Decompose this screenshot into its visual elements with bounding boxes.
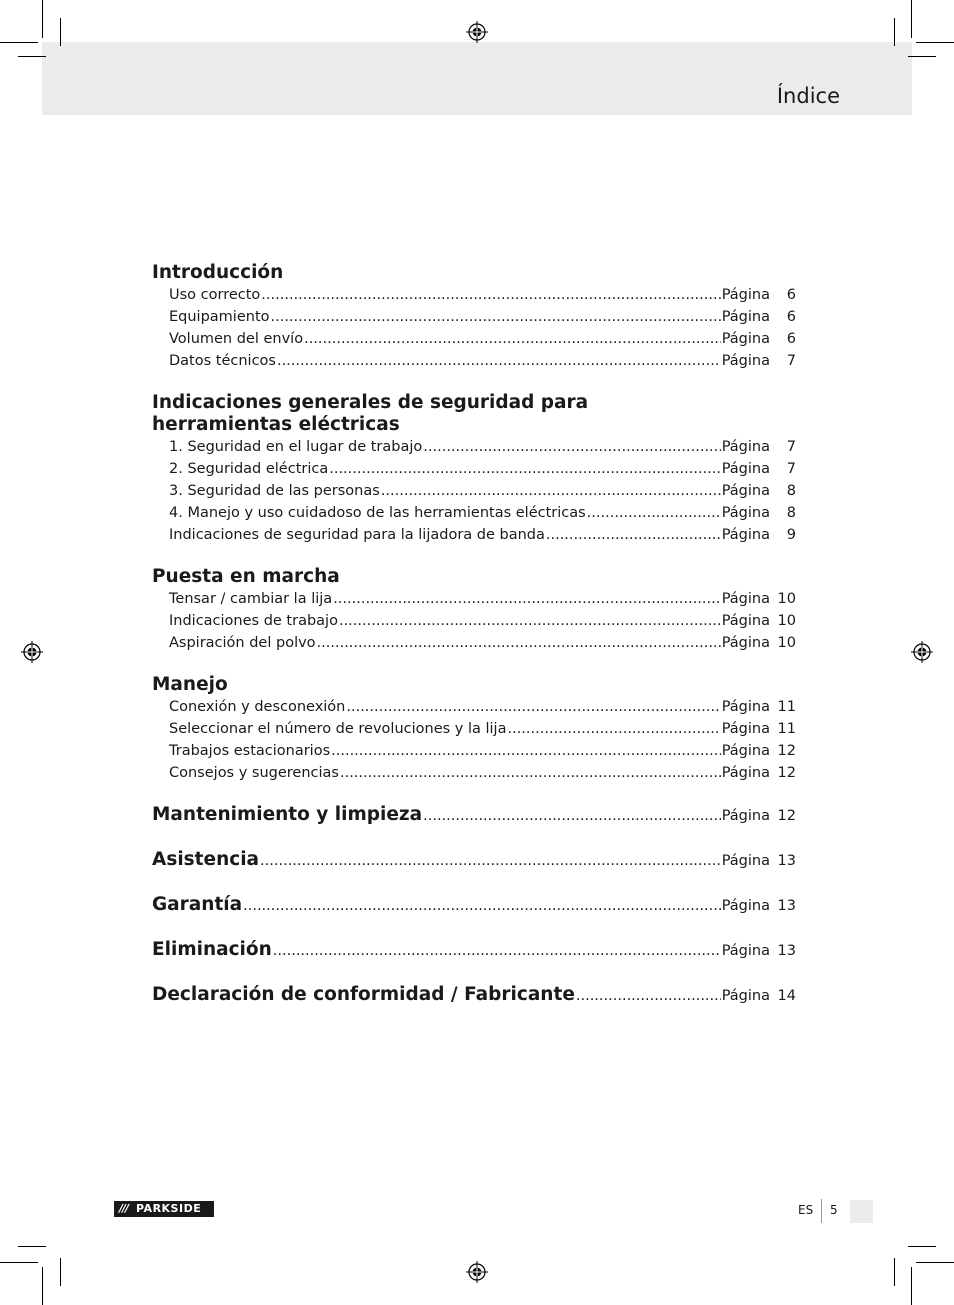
page-number: 5 bbox=[830, 1203, 838, 1217]
footer-tab-box bbox=[850, 1200, 873, 1223]
toc-section-title: Indicaciones generales de seguridad para bbox=[152, 392, 589, 413]
toc-entry[interactable] bbox=[152, 524, 796, 546]
toc-entry[interactable] bbox=[152, 718, 796, 740]
toc-entry[interactable] bbox=[152, 284, 796, 306]
toc-entry-label: Datos técnicos bbox=[169, 353, 276, 369]
toc-page-number: 10 bbox=[777, 613, 796, 629]
toc-section-puesta-en-marcha bbox=[152, 566, 796, 654]
toc-entry-label: Trabajos estacionarios bbox=[169, 743, 331, 759]
toc-page-word: Página bbox=[721, 613, 770, 629]
toc-leader bbox=[423, 805, 721, 827]
toc-entry[interactable] bbox=[152, 306, 796, 328]
toc-entry[interactable] bbox=[152, 480, 796, 502]
toc-entry-label: Tensar / cambiar la lija bbox=[169, 591, 333, 607]
table-of-contents bbox=[152, 262, 796, 1007]
toc-entry[interactable] bbox=[152, 632, 796, 654]
toc-leader bbox=[423, 436, 720, 458]
logo-text: PARKSIDE bbox=[136, 1202, 202, 1215]
toc-page-word: Página bbox=[721, 331, 770, 347]
toc-leader bbox=[331, 740, 721, 762]
toc-leader bbox=[333, 588, 721, 610]
toc-page-word: Página bbox=[721, 439, 770, 455]
registration-mark-icon bbox=[21, 641, 43, 663]
toc-leader bbox=[381, 480, 721, 502]
toc-page-word: Página bbox=[721, 765, 770, 781]
toc-main-entry-label: Asistencia bbox=[152, 849, 260, 870]
toc-entry[interactable] bbox=[152, 610, 796, 632]
toc-section-title: Puesta en marcha bbox=[152, 566, 340, 587]
toc-page-number: 6 bbox=[786, 309, 796, 325]
toc-entry[interactable] bbox=[152, 436, 796, 458]
logo-slashes: /// bbox=[119, 1202, 129, 1215]
toc-page-number: 13 bbox=[777, 853, 796, 869]
toc-page-number: 10 bbox=[777, 635, 796, 651]
toc-page-number: 13 bbox=[777, 898, 796, 914]
toc-leader bbox=[346, 696, 720, 718]
toc-section-introduccion bbox=[152, 262, 796, 372]
toc-page-word: Página bbox=[721, 505, 770, 521]
registration-mark-icon bbox=[911, 641, 933, 663]
toc-section-title: Manejo bbox=[152, 674, 228, 695]
toc-main-entry-label: Garantía bbox=[152, 894, 243, 915]
toc-entry-label: Seleccionar el número de revoluciones y la lija bbox=[169, 721, 507, 737]
toc-entry-label: Indicaciones de trabajo bbox=[169, 613, 338, 629]
toc-main-entry[interactable] bbox=[152, 894, 796, 917]
toc-entry[interactable] bbox=[152, 588, 796, 610]
toc-main-entry[interactable] bbox=[152, 804, 796, 827]
toc-page-word: Página bbox=[721, 527, 770, 543]
toc-entry-label: 3. Seguridad de las personas bbox=[169, 483, 380, 499]
toc-leader bbox=[271, 306, 721, 328]
toc-page-word: Página bbox=[721, 988, 770, 1004]
toc-section-seguridad bbox=[152, 392, 796, 546]
toc-page-word: Página bbox=[721, 287, 770, 303]
toc-page-word: Página bbox=[721, 808, 770, 824]
toc-page-word: Página bbox=[721, 943, 770, 959]
page-title: Índice bbox=[776, 84, 840, 108]
toc-leader bbox=[273, 940, 721, 962]
toc-main-entry[interactable] bbox=[152, 939, 796, 962]
toc-page-number: 8 bbox=[786, 505, 796, 521]
toc-entry[interactable] bbox=[152, 350, 796, 372]
toc-main-entry-label: Eliminación bbox=[152, 939, 272, 960]
toc-entry[interactable] bbox=[152, 696, 796, 718]
toc-page-number: 14 bbox=[777, 988, 796, 1004]
toc-page-number: 10 bbox=[777, 591, 796, 607]
toc-page-number: 11 bbox=[777, 699, 796, 715]
toc-page-word: Página bbox=[721, 461, 770, 477]
toc-leader bbox=[507, 718, 720, 740]
toc-page-number: 7 bbox=[786, 439, 796, 455]
toc-section-title-line2: herramientas eléctricas bbox=[152, 414, 400, 435]
toc-page-number: 7 bbox=[786, 461, 796, 477]
toc-entry-label: Equipamiento bbox=[169, 309, 270, 325]
toc-entry[interactable] bbox=[152, 458, 796, 480]
toc-entry-label: 2. Seguridad eléctrica bbox=[169, 461, 329, 477]
toc-entry-label: Consejos y sugerencias bbox=[169, 765, 339, 781]
toc-entry-label: Uso correcto bbox=[169, 287, 261, 303]
toc-page-number: 7 bbox=[786, 353, 796, 369]
toc-page-number: 12 bbox=[777, 765, 796, 781]
toc-section-title: Introducción bbox=[152, 262, 284, 283]
toc-page-word: Página bbox=[721, 699, 770, 715]
toc-section-manejo bbox=[152, 674, 796, 784]
toc-entry-label: Volumen del envío bbox=[169, 331, 304, 347]
toc-entry[interactable] bbox=[152, 740, 796, 762]
toc-entry[interactable] bbox=[152, 328, 796, 350]
toc-page-number: 11 bbox=[777, 721, 796, 737]
toc-leader bbox=[329, 458, 720, 480]
toc-main-entry-label: Declaración de conformidad / Fabricante bbox=[152, 984, 575, 1005]
toc-leader bbox=[340, 762, 721, 784]
toc-page-number: 13 bbox=[777, 943, 796, 959]
toc-entry-label: 1. Seguridad en el lugar de trabajo bbox=[169, 439, 423, 455]
toc-leader bbox=[339, 610, 721, 632]
toc-leader bbox=[546, 524, 721, 546]
toc-leader bbox=[260, 850, 721, 872]
toc-leader bbox=[576, 985, 721, 1007]
language-code: ES bbox=[798, 1203, 814, 1217]
toc-entry-label: Aspiración del polvo bbox=[169, 635, 316, 651]
toc-entry-label: 4. Manejo y uso cuidadoso de las herramientas eléctricas bbox=[169, 505, 586, 521]
toc-page-number: 6 bbox=[786, 331, 796, 347]
toc-entry[interactable] bbox=[152, 502, 796, 524]
toc-main-entry[interactable] bbox=[152, 984, 796, 1007]
toc-page-number: 6 bbox=[786, 287, 796, 303]
toc-page-word: Página bbox=[721, 591, 770, 607]
toc-page-number: 12 bbox=[777, 743, 796, 759]
toc-entry-label: Indicaciones de seguridad para la lijadora de banda bbox=[169, 527, 545, 543]
toc-entry-label: Conexión y desconexión bbox=[169, 699, 346, 715]
toc-entry[interactable] bbox=[152, 762, 796, 784]
toc-page-word: Página bbox=[721, 721, 770, 737]
registration-mark-icon bbox=[466, 21, 488, 43]
toc-leader bbox=[317, 632, 721, 654]
toc-page-word: Página bbox=[721, 353, 770, 369]
toc-page-word: Página bbox=[721, 898, 770, 914]
toc-leader bbox=[587, 502, 721, 524]
toc-leader bbox=[261, 284, 720, 306]
parkside-logo bbox=[114, 1201, 214, 1217]
toc-main-entry[interactable] bbox=[152, 849, 796, 872]
toc-page-number: 9 bbox=[786, 527, 796, 543]
toc-page-word: Página bbox=[721, 309, 770, 325]
toc-page-word: Página bbox=[721, 853, 770, 869]
toc-page-number: 12 bbox=[777, 808, 796, 824]
toc-page-word: Página bbox=[721, 635, 770, 651]
footer-divider bbox=[821, 1199, 822, 1223]
toc-page-word: Página bbox=[721, 743, 770, 759]
toc-page-word: Página bbox=[721, 483, 770, 499]
toc-leader bbox=[243, 895, 721, 917]
toc-leader bbox=[304, 328, 721, 350]
toc-leader bbox=[277, 350, 721, 372]
toc-page-number: 8 bbox=[786, 483, 796, 499]
toc-main-entry-label: Mantenimiento y limpieza bbox=[152, 804, 423, 825]
registration-mark-icon bbox=[466, 1261, 488, 1283]
